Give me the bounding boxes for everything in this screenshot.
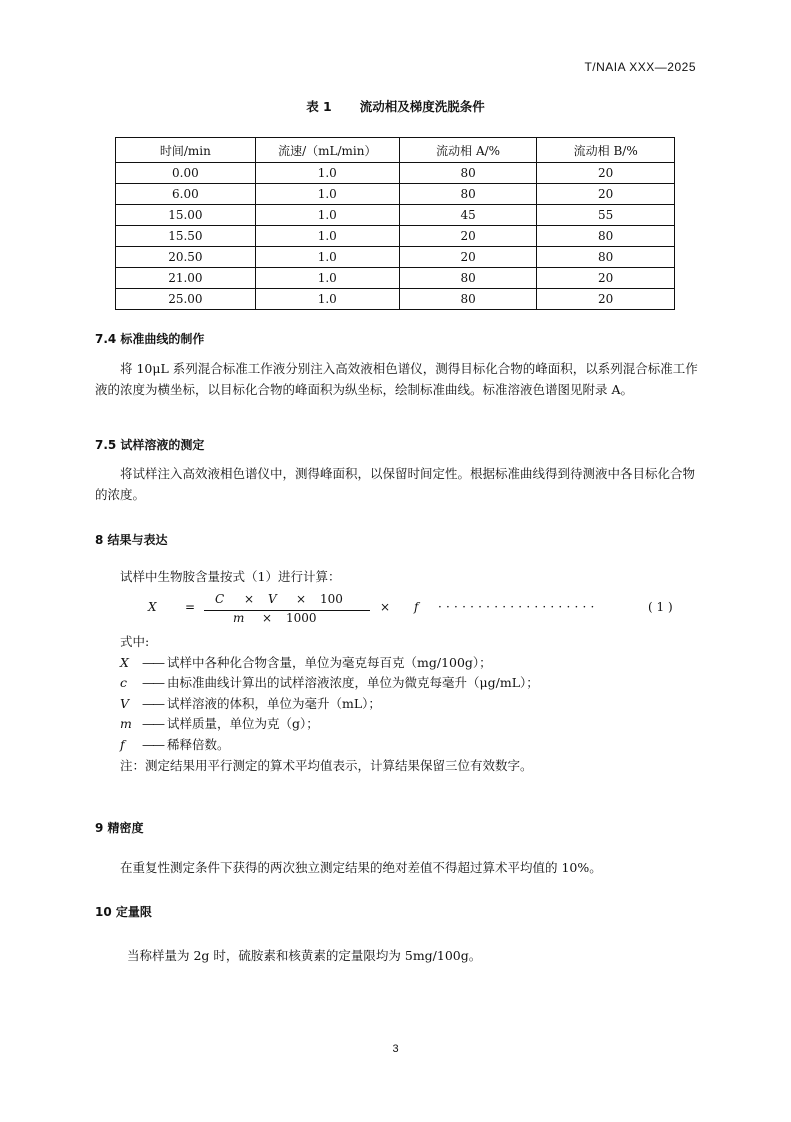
table-cell: 21.00 xyxy=(116,268,256,289)
paragraph-text: 将试样注入高效液相色谱仪中，测得峰面积，以保留时间定性。根据标准曲线得到待测液中各目标化合物的浓度。 xyxy=(95,466,696,502)
table-row xyxy=(116,247,675,268)
variable-description: 试样溶液的体积，单位为毫升（mL）； xyxy=(167,696,381,711)
table-cell: 6.00 xyxy=(116,184,256,205)
variable-description: 稀释倍数。 xyxy=(167,737,230,752)
table-cell: 20 xyxy=(537,184,675,205)
formula-lhs: X xyxy=(148,600,157,614)
document-code: T/NAIA XXX—2025 xyxy=(584,60,696,74)
dash: —— xyxy=(142,737,163,752)
table-cell: 15.00 xyxy=(116,205,256,226)
formula-times: × xyxy=(380,600,391,614)
table-cell: 15.50 xyxy=(116,226,256,247)
formula-number: ( 1 ) xyxy=(648,600,673,614)
variable-definition xyxy=(120,673,539,693)
section-7-5-paragraph xyxy=(95,463,699,505)
dash: —— xyxy=(142,696,163,711)
fraction-bar xyxy=(204,610,370,611)
section-heading-8: 8 结果与表达 xyxy=(95,533,168,547)
table-cell: 20 xyxy=(537,289,675,310)
variable-symbol: V xyxy=(120,696,130,711)
table-cell: 1.0 xyxy=(255,184,399,205)
formula-v: V xyxy=(268,592,277,606)
table-cell: 1.0 xyxy=(255,226,399,247)
variable-symbol: f xyxy=(120,737,125,752)
table-cell: 45 xyxy=(399,205,537,226)
section-heading-7-5: 7.5 试样溶液的测定 xyxy=(95,438,205,452)
section-heading-10: 10 定量限 xyxy=(95,905,152,919)
table-cell: 80 xyxy=(399,184,537,205)
table-row xyxy=(116,268,675,289)
table-cell: 20 xyxy=(399,226,537,247)
table-cell: 0.00 xyxy=(116,163,256,184)
section-heading-7-4: 7.4 标准曲线的制作 xyxy=(95,332,205,346)
column-header: 时间/min xyxy=(116,138,256,163)
column-header: 流动相 A/% xyxy=(399,138,537,163)
page-number: 3 xyxy=(392,1043,399,1055)
variable-definition xyxy=(120,653,492,673)
column-header: 流动相 B/% xyxy=(537,138,675,163)
table-cell: 20 xyxy=(399,247,537,268)
section-9-paragraph xyxy=(95,857,699,878)
formula-times: × xyxy=(262,611,273,625)
table-cell: 80 xyxy=(537,247,675,268)
table-cell: 1.0 xyxy=(255,247,399,268)
formula-m: m xyxy=(233,611,245,625)
table-caption-title: 流动相及梯度洗脱条件 xyxy=(359,99,485,114)
table-cell: 80 xyxy=(399,289,537,310)
table-cell: 25.00 xyxy=(116,289,256,310)
table-row xyxy=(116,289,675,310)
variable-symbol: X xyxy=(120,655,129,670)
paragraph-text: 在重复性测定条件下获得的两次独立测定结果的绝对差值不得超过算术平均值的 10%。 xyxy=(120,860,602,875)
formula-1000: 1000 xyxy=(286,611,317,625)
section-10-paragraph xyxy=(95,945,699,966)
dash: —— xyxy=(142,655,163,670)
formula-times: × xyxy=(244,592,255,606)
elution-table xyxy=(115,137,675,310)
table-row xyxy=(116,184,675,205)
table-cell: 1.0 xyxy=(255,163,399,184)
paragraph-text: 当称样量为 2g 时，硫胺素和核黄素的定量限均为 5mg/100g。 xyxy=(127,948,482,963)
variable-symbol: m xyxy=(120,716,132,731)
variable-symbol: c xyxy=(120,675,128,690)
formula-100: 100 xyxy=(320,592,343,606)
table-row xyxy=(116,205,675,226)
table-cell: 80 xyxy=(537,226,675,247)
table-cell: 1.0 xyxy=(255,205,399,226)
table-caption xyxy=(0,97,791,115)
column-header: 流速/（mL/min） xyxy=(255,138,399,163)
variable-description: 由标准曲线计算出的试样溶液浓度，单位为微克每毫升（μg/mL）； xyxy=(167,675,539,690)
variable-definition xyxy=(120,714,319,734)
table-cell: 20.50 xyxy=(116,247,256,268)
dash: —— xyxy=(142,716,163,731)
formula-intro: 试样中生物胺含量按式（1）进行计算： xyxy=(120,569,341,584)
paragraph-text: 将 10μL 系列混合标准工作液分别注入高效液相色谱仪，测得目标化合物的峰面积，以系列混合标准工作液的浓度为横坐标，以目标化合物的峰面积为纵坐标，绘制标准曲线。标准溶液色谱图见附录 A。 xyxy=(95,361,698,397)
table-cell: 20 xyxy=(537,163,675,184)
variable-definition xyxy=(120,735,230,755)
variable-description: 试样质量，单位为克（g）； xyxy=(167,716,319,731)
note: 注：测定结果用平行测定的算术平均值表示，计算结果保留三位有效数字。 xyxy=(120,758,533,773)
formula-times: × xyxy=(296,592,307,606)
variable-definition xyxy=(120,694,381,714)
table-cell: 80 xyxy=(399,163,537,184)
table-row xyxy=(116,226,675,247)
table-cell: 1.0 xyxy=(255,289,399,310)
formula-equals: = xyxy=(185,600,196,614)
table-cell: 55 xyxy=(537,205,675,226)
variable-description: 试样中各种化合物含量，单位为毫克每百克（mg/100g）； xyxy=(167,655,492,670)
formula-1 xyxy=(0,592,791,637)
table-cell: 20 xyxy=(537,268,675,289)
formula-f: f xyxy=(414,600,419,614)
formula-c: C xyxy=(215,592,225,606)
section-heading-9: 9 精密度 xyxy=(95,821,144,835)
where-label: 式中: xyxy=(120,634,150,649)
section-7-4-paragraph xyxy=(95,358,699,400)
table-caption-number: 表 1 xyxy=(306,99,332,114)
table-row xyxy=(116,163,675,184)
dash: —— xyxy=(142,675,163,690)
table-header-row xyxy=(116,138,675,163)
table-cell: 80 xyxy=(399,268,537,289)
table-cell: 1.0 xyxy=(255,268,399,289)
formula-leader-dots: · · · · · · · · · · · · · · · · · · · · xyxy=(438,600,595,614)
